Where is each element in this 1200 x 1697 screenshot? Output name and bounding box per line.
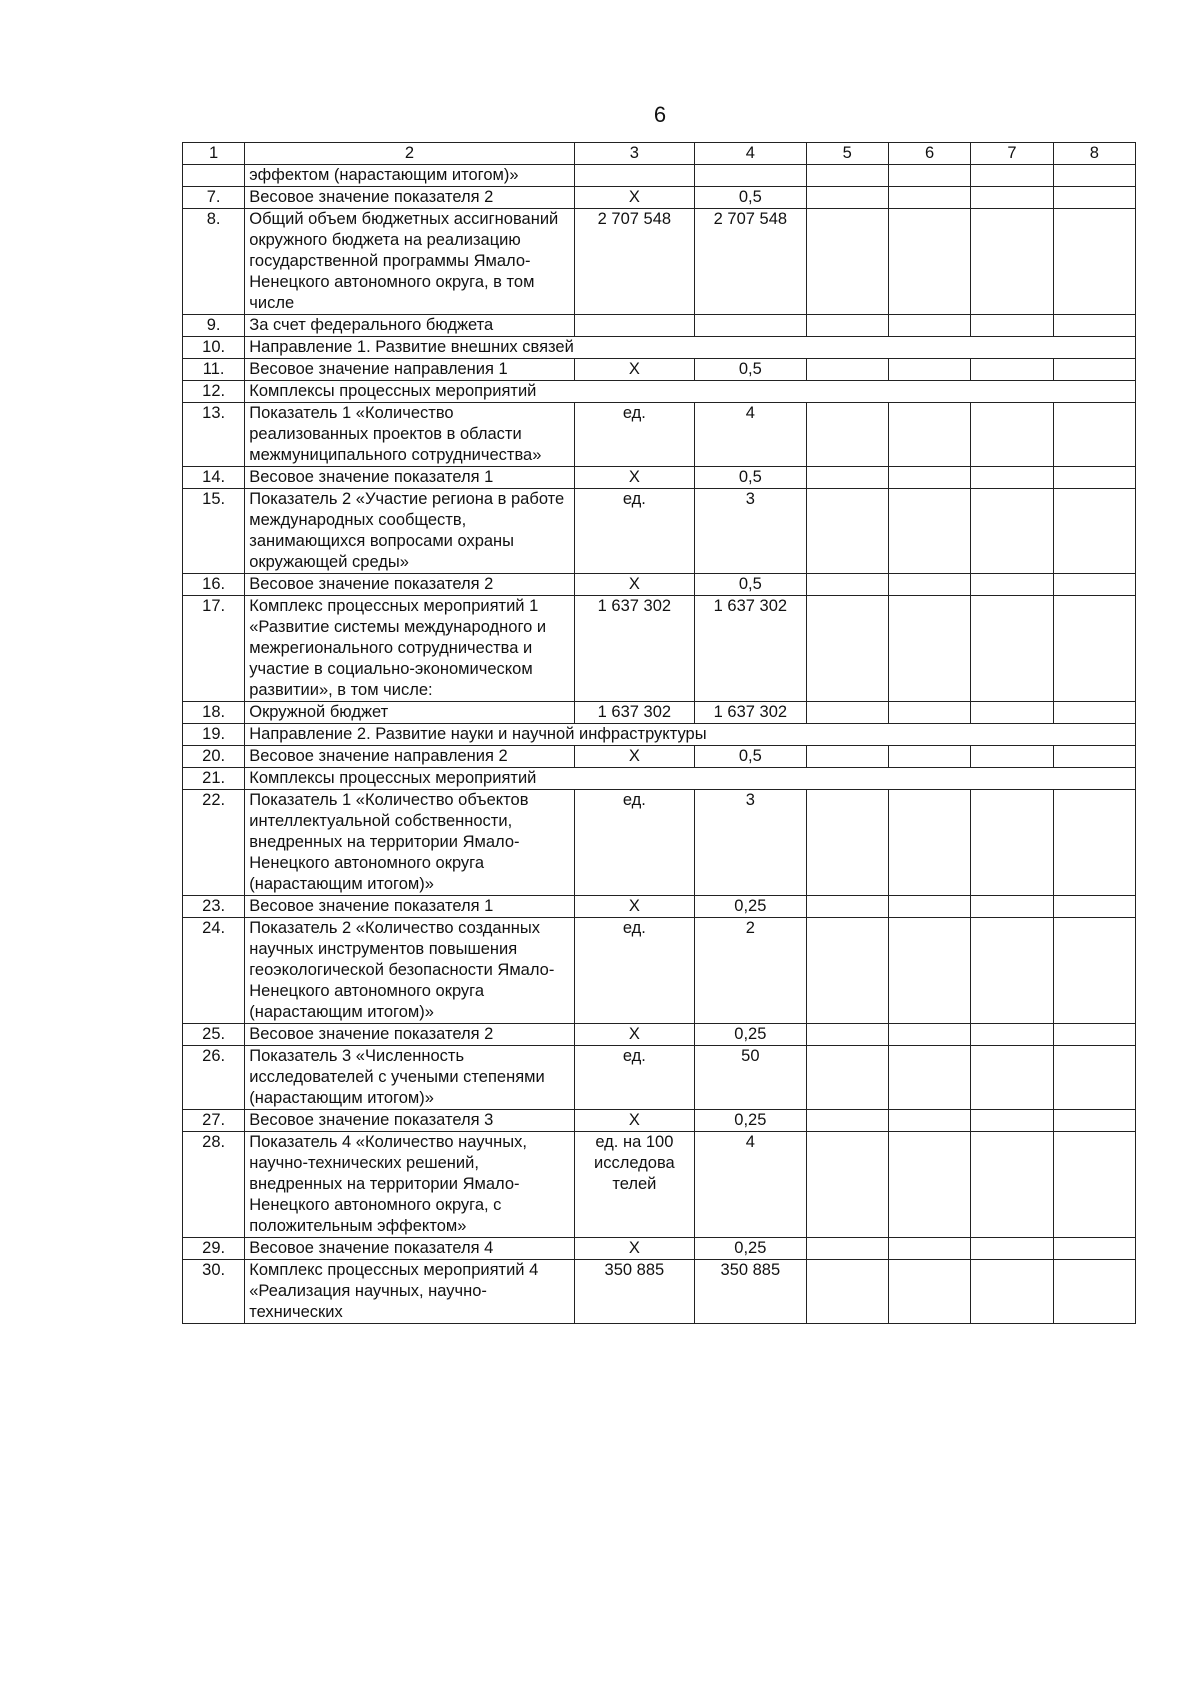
row-description: Весовое значение показателя 2 xyxy=(245,187,574,209)
table-row xyxy=(183,359,1136,381)
table-row xyxy=(183,596,1136,702)
empty-cell xyxy=(806,187,888,209)
row-number: 26. xyxy=(183,1046,245,1110)
empty-cell xyxy=(806,359,888,381)
table-row xyxy=(183,918,1136,1024)
empty-cell xyxy=(971,187,1053,209)
row-number: 20. xyxy=(183,746,245,768)
row-description: Весовое значение показателя 1 xyxy=(245,467,574,489)
empty-cell xyxy=(888,918,970,1024)
empty-cell xyxy=(806,896,888,918)
value-cell: 50 xyxy=(695,1046,806,1110)
row-number: 25. xyxy=(183,1024,245,1046)
unit-cell: 2 707 548 xyxy=(574,209,695,315)
empty-cell xyxy=(806,1260,888,1324)
empty-cell xyxy=(806,1132,888,1238)
value-cell: 4 xyxy=(695,1132,806,1238)
value-cell: 2 xyxy=(695,918,806,1024)
row-description: Показатель 1 «Количество реализованных проектов в области межмуниципального сотрудничества» xyxy=(245,403,574,467)
row-number: 19. xyxy=(183,724,245,746)
unit-cell: X xyxy=(574,187,695,209)
row-number: 22. xyxy=(183,790,245,896)
row-description: Весовое значение направления 2 xyxy=(245,746,574,768)
row-description: эффектом (нарастающим итогом)» xyxy=(245,165,574,187)
table-row xyxy=(183,768,1136,790)
indicator-table xyxy=(182,142,1136,1324)
row-number: 13. xyxy=(183,403,245,467)
value-cell xyxy=(695,165,806,187)
column-header: 6 xyxy=(888,143,970,165)
value-cell: 0,5 xyxy=(695,574,806,596)
value-cell: 3 xyxy=(695,790,806,896)
row-number: 9. xyxy=(183,315,245,337)
value-cell: 2 707 548 xyxy=(695,209,806,315)
unit-cell: X xyxy=(574,1238,695,1260)
empty-cell xyxy=(1053,1046,1135,1110)
row-description: Показатель 1 «Количество объектов интеллектуальной собственности, внедренных на территории Ямало-Ненецкого автономного округа (нарастающим итогом)» xyxy=(245,790,574,896)
unit-cell: X xyxy=(574,896,695,918)
unit-cell: 350 885 xyxy=(574,1260,695,1324)
empty-cell xyxy=(971,403,1053,467)
table-row xyxy=(183,467,1136,489)
row-description: Весовое значение показателя 2 xyxy=(245,574,574,596)
empty-cell xyxy=(888,1046,970,1110)
column-header: 5 xyxy=(806,143,888,165)
table-row xyxy=(183,1046,1136,1110)
empty-cell xyxy=(1053,187,1135,209)
empty-cell xyxy=(1053,790,1135,896)
empty-cell xyxy=(888,790,970,896)
table-row xyxy=(183,896,1136,918)
empty-cell xyxy=(1053,165,1135,187)
unit-cell: ед. xyxy=(574,403,695,467)
unit-cell: X xyxy=(574,746,695,768)
empty-cell xyxy=(888,702,970,724)
empty-cell xyxy=(1053,1024,1135,1046)
table-row xyxy=(183,1110,1136,1132)
column-header: 3 xyxy=(574,143,695,165)
empty-cell xyxy=(971,918,1053,1024)
empty-cell xyxy=(1053,1132,1135,1238)
empty-cell xyxy=(1053,896,1135,918)
empty-cell xyxy=(1053,403,1135,467)
table-row xyxy=(183,337,1136,359)
unit-cell: X xyxy=(574,359,695,381)
table-row xyxy=(183,209,1136,315)
empty-cell xyxy=(971,790,1053,896)
row-description: Весовое значение показателя 3 xyxy=(245,1110,574,1132)
value-cell: 1 637 302 xyxy=(695,702,806,724)
empty-cell xyxy=(1053,209,1135,315)
empty-cell xyxy=(971,315,1053,337)
empty-cell xyxy=(1053,359,1135,381)
empty-cell xyxy=(888,489,970,574)
empty-cell xyxy=(806,1046,888,1110)
table-row xyxy=(183,315,1136,337)
empty-cell xyxy=(806,165,888,187)
unit-cell: X xyxy=(574,1024,695,1046)
empty-cell xyxy=(971,1238,1053,1260)
empty-cell xyxy=(806,1238,888,1260)
column-header: 4 xyxy=(695,143,806,165)
row-number: 8. xyxy=(183,209,245,315)
row-description: За счет федерального бюджета xyxy=(245,315,574,337)
row-number: 11. xyxy=(183,359,245,381)
row-description: Комплексы процессных мероприятий xyxy=(245,381,1136,403)
table-row xyxy=(183,702,1136,724)
empty-cell xyxy=(888,896,970,918)
value-cell: 0,5 xyxy=(695,467,806,489)
empty-cell xyxy=(806,403,888,467)
value-cell: 3 xyxy=(695,489,806,574)
empty-cell xyxy=(1053,746,1135,768)
empty-cell xyxy=(888,1024,970,1046)
empty-cell xyxy=(806,315,888,337)
empty-cell xyxy=(1053,702,1135,724)
row-description: Весовое значение показателя 2 xyxy=(245,1024,574,1046)
empty-cell xyxy=(971,574,1053,596)
empty-cell xyxy=(806,746,888,768)
empty-cell xyxy=(806,489,888,574)
row-description: Комплекс процессных мероприятий 4 «Реализация научных, научно-технических xyxy=(245,1260,574,1324)
row-number: 17. xyxy=(183,596,245,702)
empty-cell xyxy=(1053,1110,1135,1132)
value-cell: 1 637 302 xyxy=(695,596,806,702)
empty-cell xyxy=(971,746,1053,768)
row-description: Весовое значение показателя 1 xyxy=(245,896,574,918)
empty-cell xyxy=(1053,596,1135,702)
empty-cell xyxy=(888,746,970,768)
unit-cell: 1 637 302 xyxy=(574,702,695,724)
value-cell xyxy=(695,315,806,337)
empty-cell xyxy=(888,596,970,702)
column-header: 8 xyxy=(1053,143,1135,165)
empty-cell xyxy=(806,702,888,724)
value-cell: 0,25 xyxy=(695,1110,806,1132)
row-description: Показатель 2 «Участие региона в работе международных сообществ, занимающихся вопросами охраны окружающей среды» xyxy=(245,489,574,574)
unit-cell: ед. xyxy=(574,489,695,574)
empty-cell xyxy=(971,1046,1053,1110)
unit-cell: ед. на 100 исследова телей xyxy=(574,1132,695,1238)
empty-cell xyxy=(1053,1260,1135,1324)
empty-cell xyxy=(806,918,888,1024)
unit-cell: X xyxy=(574,1110,695,1132)
empty-cell xyxy=(888,574,970,596)
value-cell: 0,5 xyxy=(695,359,806,381)
row-number: 29. xyxy=(183,1238,245,1260)
empty-cell xyxy=(1053,574,1135,596)
empty-cell xyxy=(971,209,1053,315)
empty-cell xyxy=(1053,918,1135,1024)
empty-cell xyxy=(971,596,1053,702)
row-number: 30. xyxy=(183,1260,245,1324)
row-number: 15. xyxy=(183,489,245,574)
column-header: 7 xyxy=(971,143,1053,165)
empty-cell xyxy=(806,790,888,896)
row-number: 28. xyxy=(183,1132,245,1238)
value-cell: 0,25 xyxy=(695,896,806,918)
table-row xyxy=(183,1024,1136,1046)
row-description: Окружной бюджет xyxy=(245,702,574,724)
row-description: Общий объем бюджетных ассигнований окружного бюджета на реализацию государственной программы Ямало-Ненецкого автономного округа, в том числе xyxy=(245,209,574,315)
empty-cell xyxy=(971,1110,1053,1132)
empty-cell xyxy=(971,702,1053,724)
row-description: Направление 1. Развитие внешних связей xyxy=(245,337,1136,359)
row-number: 10. xyxy=(183,337,245,359)
empty-cell xyxy=(971,359,1053,381)
unit-cell xyxy=(574,165,695,187)
row-number: 14. xyxy=(183,467,245,489)
value-cell: 4 xyxy=(695,403,806,467)
unit-cell: ед. xyxy=(574,790,695,896)
row-description: Весовое значение направления 1 xyxy=(245,359,574,381)
value-cell: 0,5 xyxy=(695,187,806,209)
empty-cell xyxy=(806,1110,888,1132)
row-description: Показатель 3 «Численность исследователей с учеными степенями (нарастающим итогом)» xyxy=(245,1046,574,1110)
unit-cell: 1 637 302 xyxy=(574,596,695,702)
table-row xyxy=(183,403,1136,467)
empty-cell xyxy=(806,596,888,702)
empty-cell xyxy=(806,1024,888,1046)
empty-cell xyxy=(1053,467,1135,489)
empty-cell xyxy=(888,1132,970,1238)
row-number: 24. xyxy=(183,918,245,1024)
table-row xyxy=(183,165,1136,187)
row-number: 21. xyxy=(183,768,245,790)
empty-cell xyxy=(888,1238,970,1260)
row-description: Показатель 4 «Количество научных, научно-технических решений, внедренных на территории Ямало-Ненецкого автономного округа, с положительным эффектом» xyxy=(245,1132,574,1238)
empty-cell xyxy=(971,165,1053,187)
table-row xyxy=(183,574,1136,596)
empty-cell xyxy=(888,209,970,315)
row-number: 18. xyxy=(183,702,245,724)
table-row xyxy=(183,187,1136,209)
value-cell: 350 885 xyxy=(695,1260,806,1324)
value-cell: 0,25 xyxy=(695,1238,806,1260)
unit-cell xyxy=(574,315,695,337)
empty-cell xyxy=(1053,489,1135,574)
row-description: Направление 2. Развитие науки и научной инфраструктуры xyxy=(245,724,1136,746)
unit-cell: X xyxy=(574,574,695,596)
row-description: Комплекс процессных мероприятий 1 «Развитие системы международного и межрегионального сотрудничества и участие в социально-экономическом развитии», в том числе: xyxy=(245,596,574,702)
empty-cell xyxy=(971,1024,1053,1046)
empty-cell xyxy=(971,489,1053,574)
column-header: 1 xyxy=(183,143,245,165)
empty-cell xyxy=(888,187,970,209)
empty-cell xyxy=(888,359,970,381)
empty-cell xyxy=(888,1260,970,1324)
table-body xyxy=(183,165,1136,1324)
row-number xyxy=(183,165,245,187)
row-number: 12. xyxy=(183,381,245,403)
table-row xyxy=(183,724,1136,746)
page-number: 6 xyxy=(653,102,667,127)
empty-cell xyxy=(888,1110,970,1132)
empty-cell xyxy=(1053,1238,1135,1260)
empty-cell xyxy=(806,574,888,596)
table-row xyxy=(183,790,1136,896)
row-description: Весовое значение показателя 4 xyxy=(245,1238,574,1260)
table-row xyxy=(183,1260,1136,1324)
table-row xyxy=(183,489,1136,574)
table-header-row xyxy=(183,143,1136,165)
table-row xyxy=(183,1238,1136,1260)
empty-cell xyxy=(888,165,970,187)
empty-cell xyxy=(888,467,970,489)
table-row xyxy=(183,1132,1136,1238)
row-number: 23. xyxy=(183,896,245,918)
value-cell: 0,25 xyxy=(695,1024,806,1046)
empty-cell xyxy=(971,1132,1053,1238)
empty-cell xyxy=(806,209,888,315)
empty-cell xyxy=(971,896,1053,918)
row-number: 16. xyxy=(183,574,245,596)
row-number: 7. xyxy=(183,187,245,209)
column-header: 2 xyxy=(245,143,574,165)
table-row xyxy=(183,746,1136,768)
row-description: Комплексы процессных мероприятий xyxy=(245,768,1136,790)
unit-cell: ед. xyxy=(574,1046,695,1110)
unit-cell: ед. xyxy=(574,918,695,1024)
unit-cell: X xyxy=(574,467,695,489)
empty-cell xyxy=(888,315,970,337)
empty-cell xyxy=(1053,315,1135,337)
empty-cell xyxy=(888,403,970,467)
empty-cell xyxy=(806,467,888,489)
row-number: 27. xyxy=(183,1110,245,1132)
value-cell: 0,5 xyxy=(695,746,806,768)
table-row xyxy=(183,381,1136,403)
empty-cell xyxy=(971,467,1053,489)
empty-cell xyxy=(971,1260,1053,1324)
row-description: Показатель 2 «Количество созданных научных инструментов повышения геоэкологической безопасности Ямало-Ненецкого автономного округа (нарастающим итогом)» xyxy=(245,918,574,1024)
